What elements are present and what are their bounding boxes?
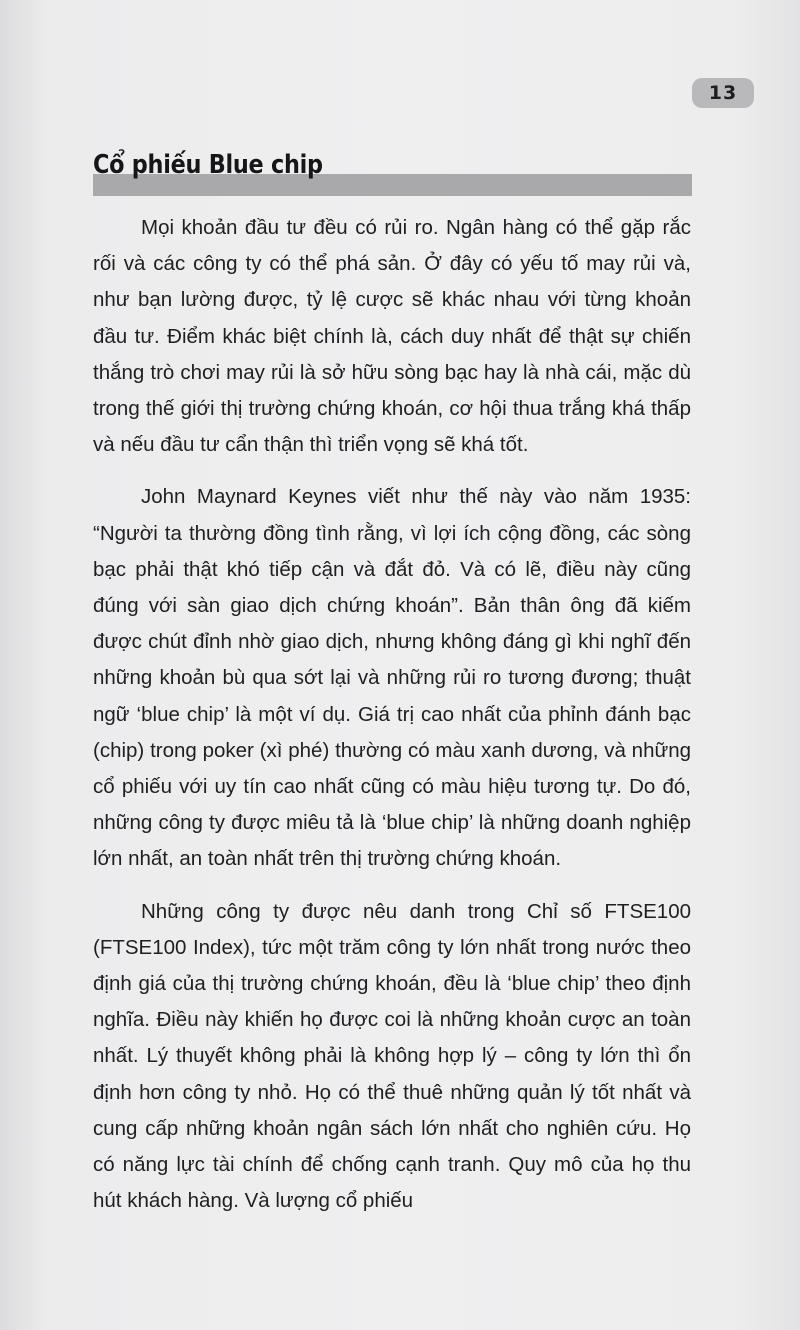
paragraph: John Maynard Keynes viết như thế này vào năm 1935: “Người ta thường đồng tình rằng, vì lợi ích cộng đồng, các sòng bạc phải thật khó tiếp cận và đắt đỏ. Và có lẽ, điều này cũng đúng với sàn giao dịch chứng khoán”. Bản thân ông đã kiếm được chút đỉnh nhờ giao dịch, nhưng không đáng gì khi nghĩ đến những khoản bù qua sớt lại và những rủi ro tương đương; thuật ngữ ‘blue chip’ là một ví dụ. Giá trị cao nhất của phỉnh đánh bạc (chip) trong poker (xì phé) thường có màu xanh dương, và những cổ phiếu với uy tín cao nhất cũng có màu hiệu tương tự. Do đó, những công ty được miêu tả là ‘blue chip’ là những doanh nghiệp lớn nhất, an toàn nhất trên thị trường chứng khoán.	[93, 485, 691, 871]
body-text	[93, 210, 691, 1235]
paragraph: Mọi khoản đầu tư đều có rủi ro. Ngân hàng có thể gặp rắc rối và các công ty có thể phá sản. Ở đây có yếu tố may rủi và, như bạn lường được, tỷ lệ cược sẽ khác nhau với từng khoản đầu tư. Điểm khác biệt chính là, cách duy nhất để thật sự chiến thắng trò chơi may rủi là sở hữu sòng bạc hay là nhà cái, mặc dù trong thế giới thị trường chứng khoán, cơ hội thua trắng khá thấp và nếu đầu tư cẩn thận thì triển vọng sẽ khá tốt.	[93, 216, 691, 457]
section-title: Cổ phiếu Blue chip	[93, 150, 323, 180]
page-number: 13	[708, 82, 738, 104]
paragraph: Những công ty được nêu danh trong Chỉ số FTSE100 (FTSE100 Index), tức một trăm công ty lớn nhất trong nước theo định giá của thị trường chứng khoán, đều là ‘blue chip’ theo định nghĩa. Điều này khiến họ được coi là những khoản cược an toàn nhất. Lý thuyết không phải là không hợp lý – công ty lớn thì ổn định hơn công ty nhỏ. Họ có thể thuê những quản lý tốt nhất và cung cấp những khoản ngân sách lớn nhất cho nghiên cứu. Họ có năng lực tài chính để chống cạnh tranh. Quy mô của họ thu hút khách hàng. Và lượng cổ phiếu	[93, 899, 691, 1213]
page-number-tab	[692, 78, 754, 108]
